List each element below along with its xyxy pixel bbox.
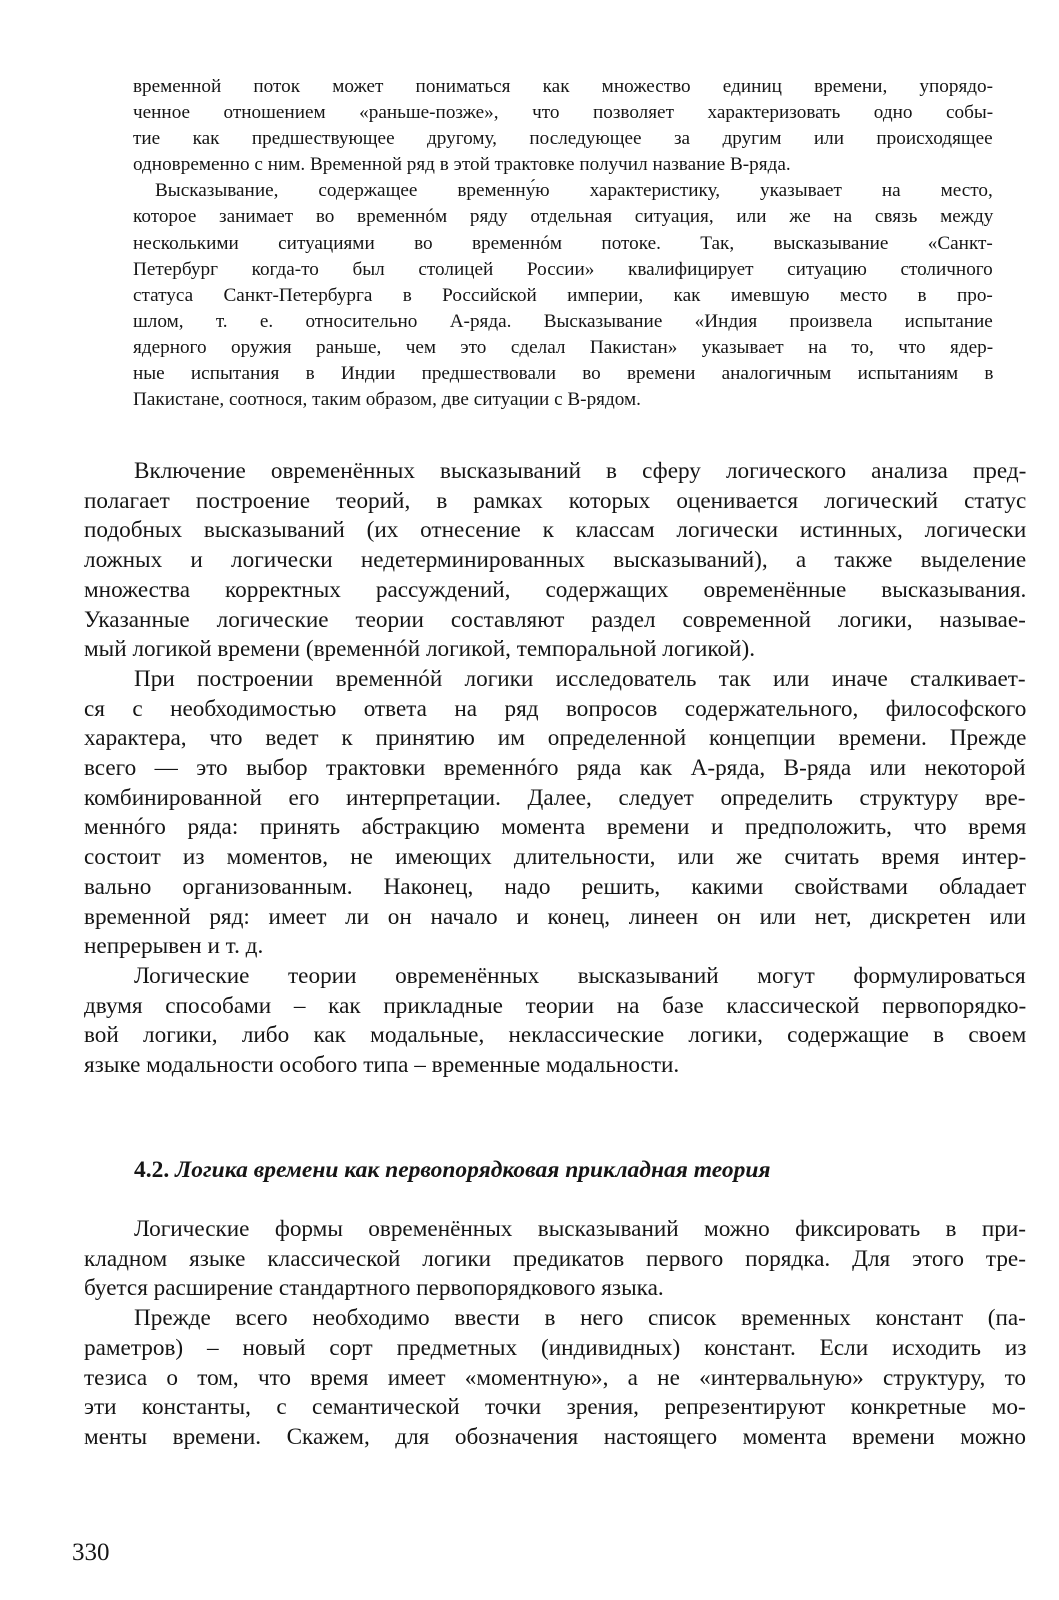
text-line: Петербург когда-то был столицей России» квалифицирует ситуацию столичного <box>133 258 993 280</box>
text-line: тие как предшествующее другому, последующее за другим или происходящее <box>133 128 993 150</box>
text-line: ядерного оружия раньше, чем это сделал Пакистан» указывает на то, что ядер- <box>133 336 994 358</box>
text-line: полагает построение теорий, в рамках которых оценивается логический статус <box>84 487 1027 514</box>
text-line: которое занимает во временнóм ряду отдельная ситуация, или же на связь между <box>133 206 994 228</box>
text-line: шлом, т. е. относительно А-ряда. Высказывание «Индия произвела испытание <box>133 310 993 332</box>
text-line: При построении временнóй логики исследователь так или иначе сталкивает- <box>134 665 1026 692</box>
text-line: состоит из моментов, не имеющих длительности, или же считать время интер- <box>84 844 1027 871</box>
text-line: эти константы, с семантической точки зрения, репрезентируют конкретные мо- <box>84 1394 1026 1421</box>
section-heading <box>134 1155 771 1185</box>
text-line: ные испытания в Индии предшествовали во времени аналогичным испытаниям в <box>133 363 994 385</box>
text-line: Высказывание, содержащее временну́ю характеристику, указывает на место, <box>155 180 993 202</box>
text-line: Указанные логические теории составляют раздел современной логики, называе- <box>84 606 1026 633</box>
text-line: вально организованным. Наконец, надо решить, какими свойствами обладает <box>84 873 1027 900</box>
text-line: одновременно с ним. Временной ряд в этой трактовке получил название В-ряда. <box>133 154 791 176</box>
text-line: раметров) – новый сорт предметных (индивидных) констант. Если исходить из <box>84 1334 1027 1361</box>
text-line: ложных и логически недетерминированных высказываний), а также выделение <box>84 547 1027 574</box>
text-line: непрерывен и т. д. <box>84 933 264 960</box>
text-line: Логические теории овременённых высказываний могут формулироваться <box>134 962 1026 989</box>
text-line: ся с необходимостью ответа на ряд вопросов содержательного, философского <box>84 695 1027 722</box>
text-line: вой логики, либо как модальные, неклассические логики, содержащие в своем <box>84 1022 1027 1049</box>
text-line: мый логикой времени (временнóй логикой, темпоральной логикой). <box>84 636 755 663</box>
text-line: Прежде всего необходимо ввести в него список временных констант (па- <box>134 1305 1026 1332</box>
text-line: тезиса о том, что время имеет «моментную», а не «интервальную» структуру, то <box>84 1364 1027 1391</box>
text-line: временной ряд: имеет ли он начало и конец, линеен он или нет, дискретен или <box>84 903 1026 930</box>
section-number: 4.2. <box>134 1157 170 1183</box>
text-line: временной поток может пониматься как множество единиц времени, упорядо- <box>133 76 994 97</box>
text-line: Пакистане, соотнося, таким образом, две ситуации с В-рядом. <box>133 389 641 411</box>
text-line: характера, что ведет к принятию им определенной концепции времени. Прежде <box>84 725 1027 752</box>
text-line: комбинированной его интерпретации. Далее, следует определить структуру вре- <box>84 784 1026 811</box>
main-text-block <box>84 1215 1026 1453</box>
text-line: языке модальности особого типа – временные модальности. <box>84 1052 680 1079</box>
main-text-block <box>84 457 1026 1081</box>
text-line: всего — это выбор трактовки временнóго ряда как А-ряда, В-ряда или некоторой <box>84 755 1026 782</box>
text-line: меннóго ряда: принять абстракцию момента времени и предположить, что время <box>84 814 1027 841</box>
text-line: кладном языке классической логики предикатов первого порядка. Для этого тре- <box>84 1245 1026 1272</box>
text-line: несколькими ситуациями во временнóм потоке. Так, высказывание «Санкт- <box>133 232 993 254</box>
small-print-block <box>133 74 993 413</box>
section-title: Логика времени как первопорядковая прикладная теория <box>175 1157 771 1183</box>
text-line: двумя способами – как прикладные теории на базе классической первопорядко- <box>84 992 1027 1019</box>
text-line: менты времени. Скажем, для обозначения настоящего момента времени можно <box>84 1423 1026 1450</box>
text-line: статуса Санкт-Петербурга в Российской империи, как имевшую место в про- <box>133 284 993 306</box>
page-number: 330 <box>72 1539 110 1566</box>
text-line: Логические формы овременённых высказываний можно фиксировать в при- <box>134 1216 1026 1242</box>
text-line: подобных высказываний (их отнесение к классам логически истинных, логически <box>84 517 1027 544</box>
text-line: ченное отношением «раньше-позже», что позволяет характеризовать одно собы- <box>133 102 994 124</box>
text-line: буется расширение стандартного первопорядкового языка. <box>84 1275 664 1302</box>
text-line: множества корректных рассуждений, содержащих овременённые высказывания. <box>84 576 1027 603</box>
text-line: Включение овременённых высказываний в сферу логического анализа пред- <box>134 458 1027 484</box>
